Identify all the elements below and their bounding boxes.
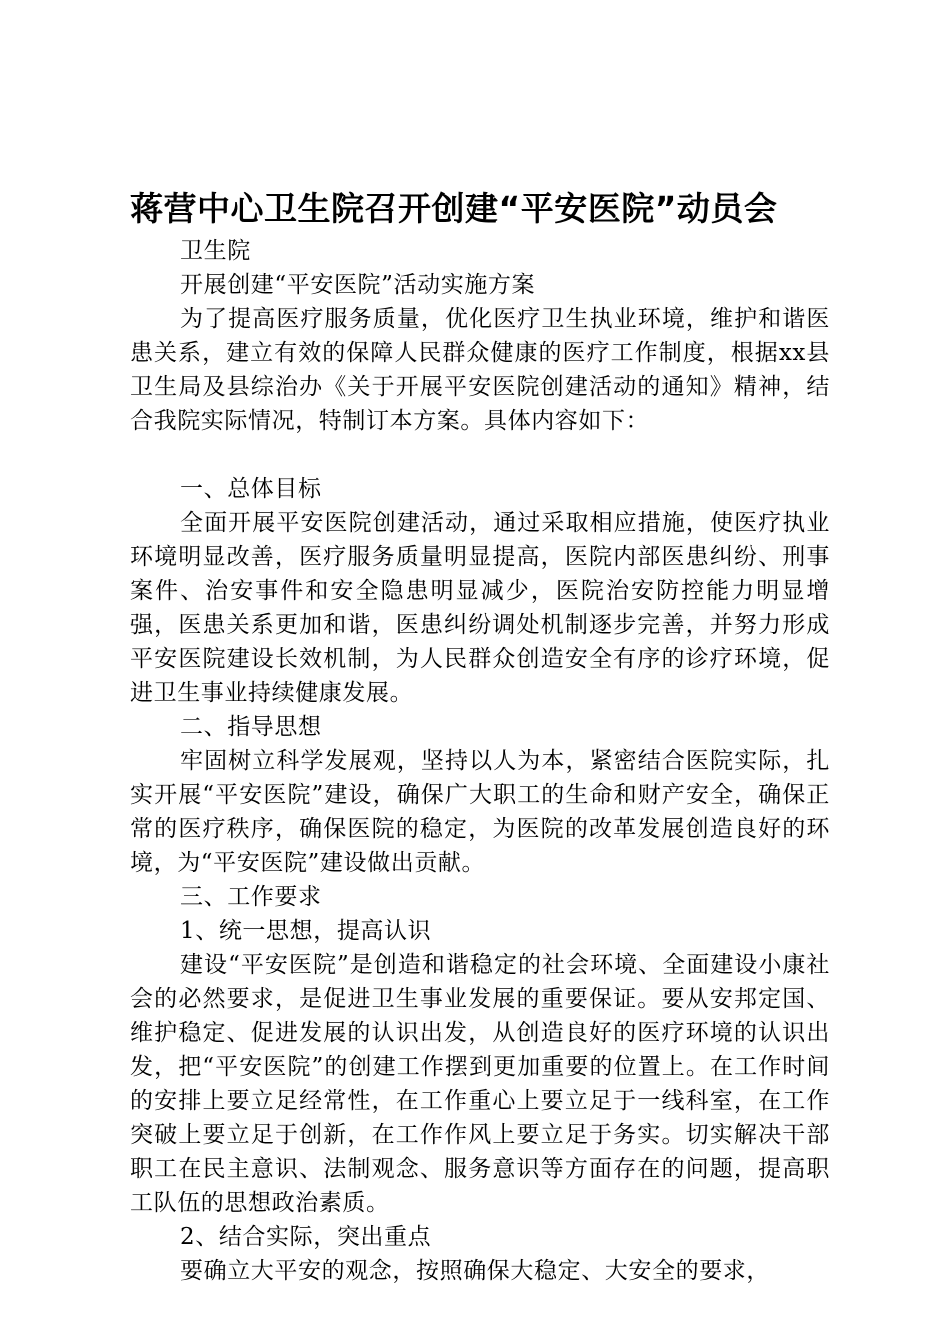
document-title: 蒋营中心卫生院召开创建“平安医院”动员会 xyxy=(130,189,778,228)
heading-work-requirements: 三、工作要求 xyxy=(180,884,322,910)
paragraph-guiding-ideology: 牢固树立科学发展观，坚持以人为本，紧密结合医院实际，扎实开展“平安医院”建设，确保广大职工的生命和财产安全，确保正常的医疗秩序，确保医院的稳定，为医院的改革发展创造良好的环境，为“平安医院”建设做出贡献。 xyxy=(130,748,830,876)
paragraph-plan-title: 开展创建“平安医院”活动实施方案 xyxy=(180,272,536,298)
heading-overall-goal: 一、总体目标 xyxy=(180,476,322,502)
subheading-combine-reality: 2、结合实际，突出重点 xyxy=(180,1224,432,1250)
document-body xyxy=(130,234,830,1288)
paragraph-organization: 卫生院 xyxy=(180,238,251,264)
paragraph-overall-goal: 全面开展平安医院创建活动，通过采取相应措施，使医疗执业环境明显改善，医疗服务质量明显提高，医院内部医患纠纷、刑事案件、治安事件和安全隐患明显减少，医院治安防控能力明显增强，医患关系更加和谐，医患纠纷调处机制逐步完善，并努力形成平安医院建设长效机制，为人民群众创造安全有序的诊疗环境，促进卫生事业持续健康发展。 xyxy=(130,510,830,706)
paragraph-combine-reality: 要确立大平安的观念，按照确保大稳定、大安全的要求， xyxy=(180,1258,770,1284)
subheading-unify-thinking: 1、统一思想，提高认识 xyxy=(180,918,432,944)
heading-guiding-ideology: 二、指导思想 xyxy=(180,714,322,740)
paragraph-intro: 为了提高医疗服务质量，优化医疗卫生执业环境，维护和谐医患关系，建立有效的保障人民群众健康的医疗工作制度，根据xx县卫生局及县综治办《关于开展平安医院创建活动的通知》精神，结合我院实际情况，特制订本方案。具体内容如下： xyxy=(130,306,830,434)
paragraph-unify-thinking: 建设“平安医院”是创造和谐稳定的社会环境、全面建设小康社会的必然要求，是促进卫生事业发展的重要保证。要从安邦定国、维护稳定、促进发展的认识出发，从创造良好的医疗环境的认识出发，把“平安医院”的创建工作摆到更加重要的位置上。在工作时间的安排上要立足经常性，在工作重心上要立足于一线科室，在工作突破上要立足于创新，在工作作风上要立足于务实。切实解决干部职工在民主意识、法制观念、服务意识等方面存在的问题，提高职工队伍的思想政治素质。 xyxy=(130,952,830,1216)
